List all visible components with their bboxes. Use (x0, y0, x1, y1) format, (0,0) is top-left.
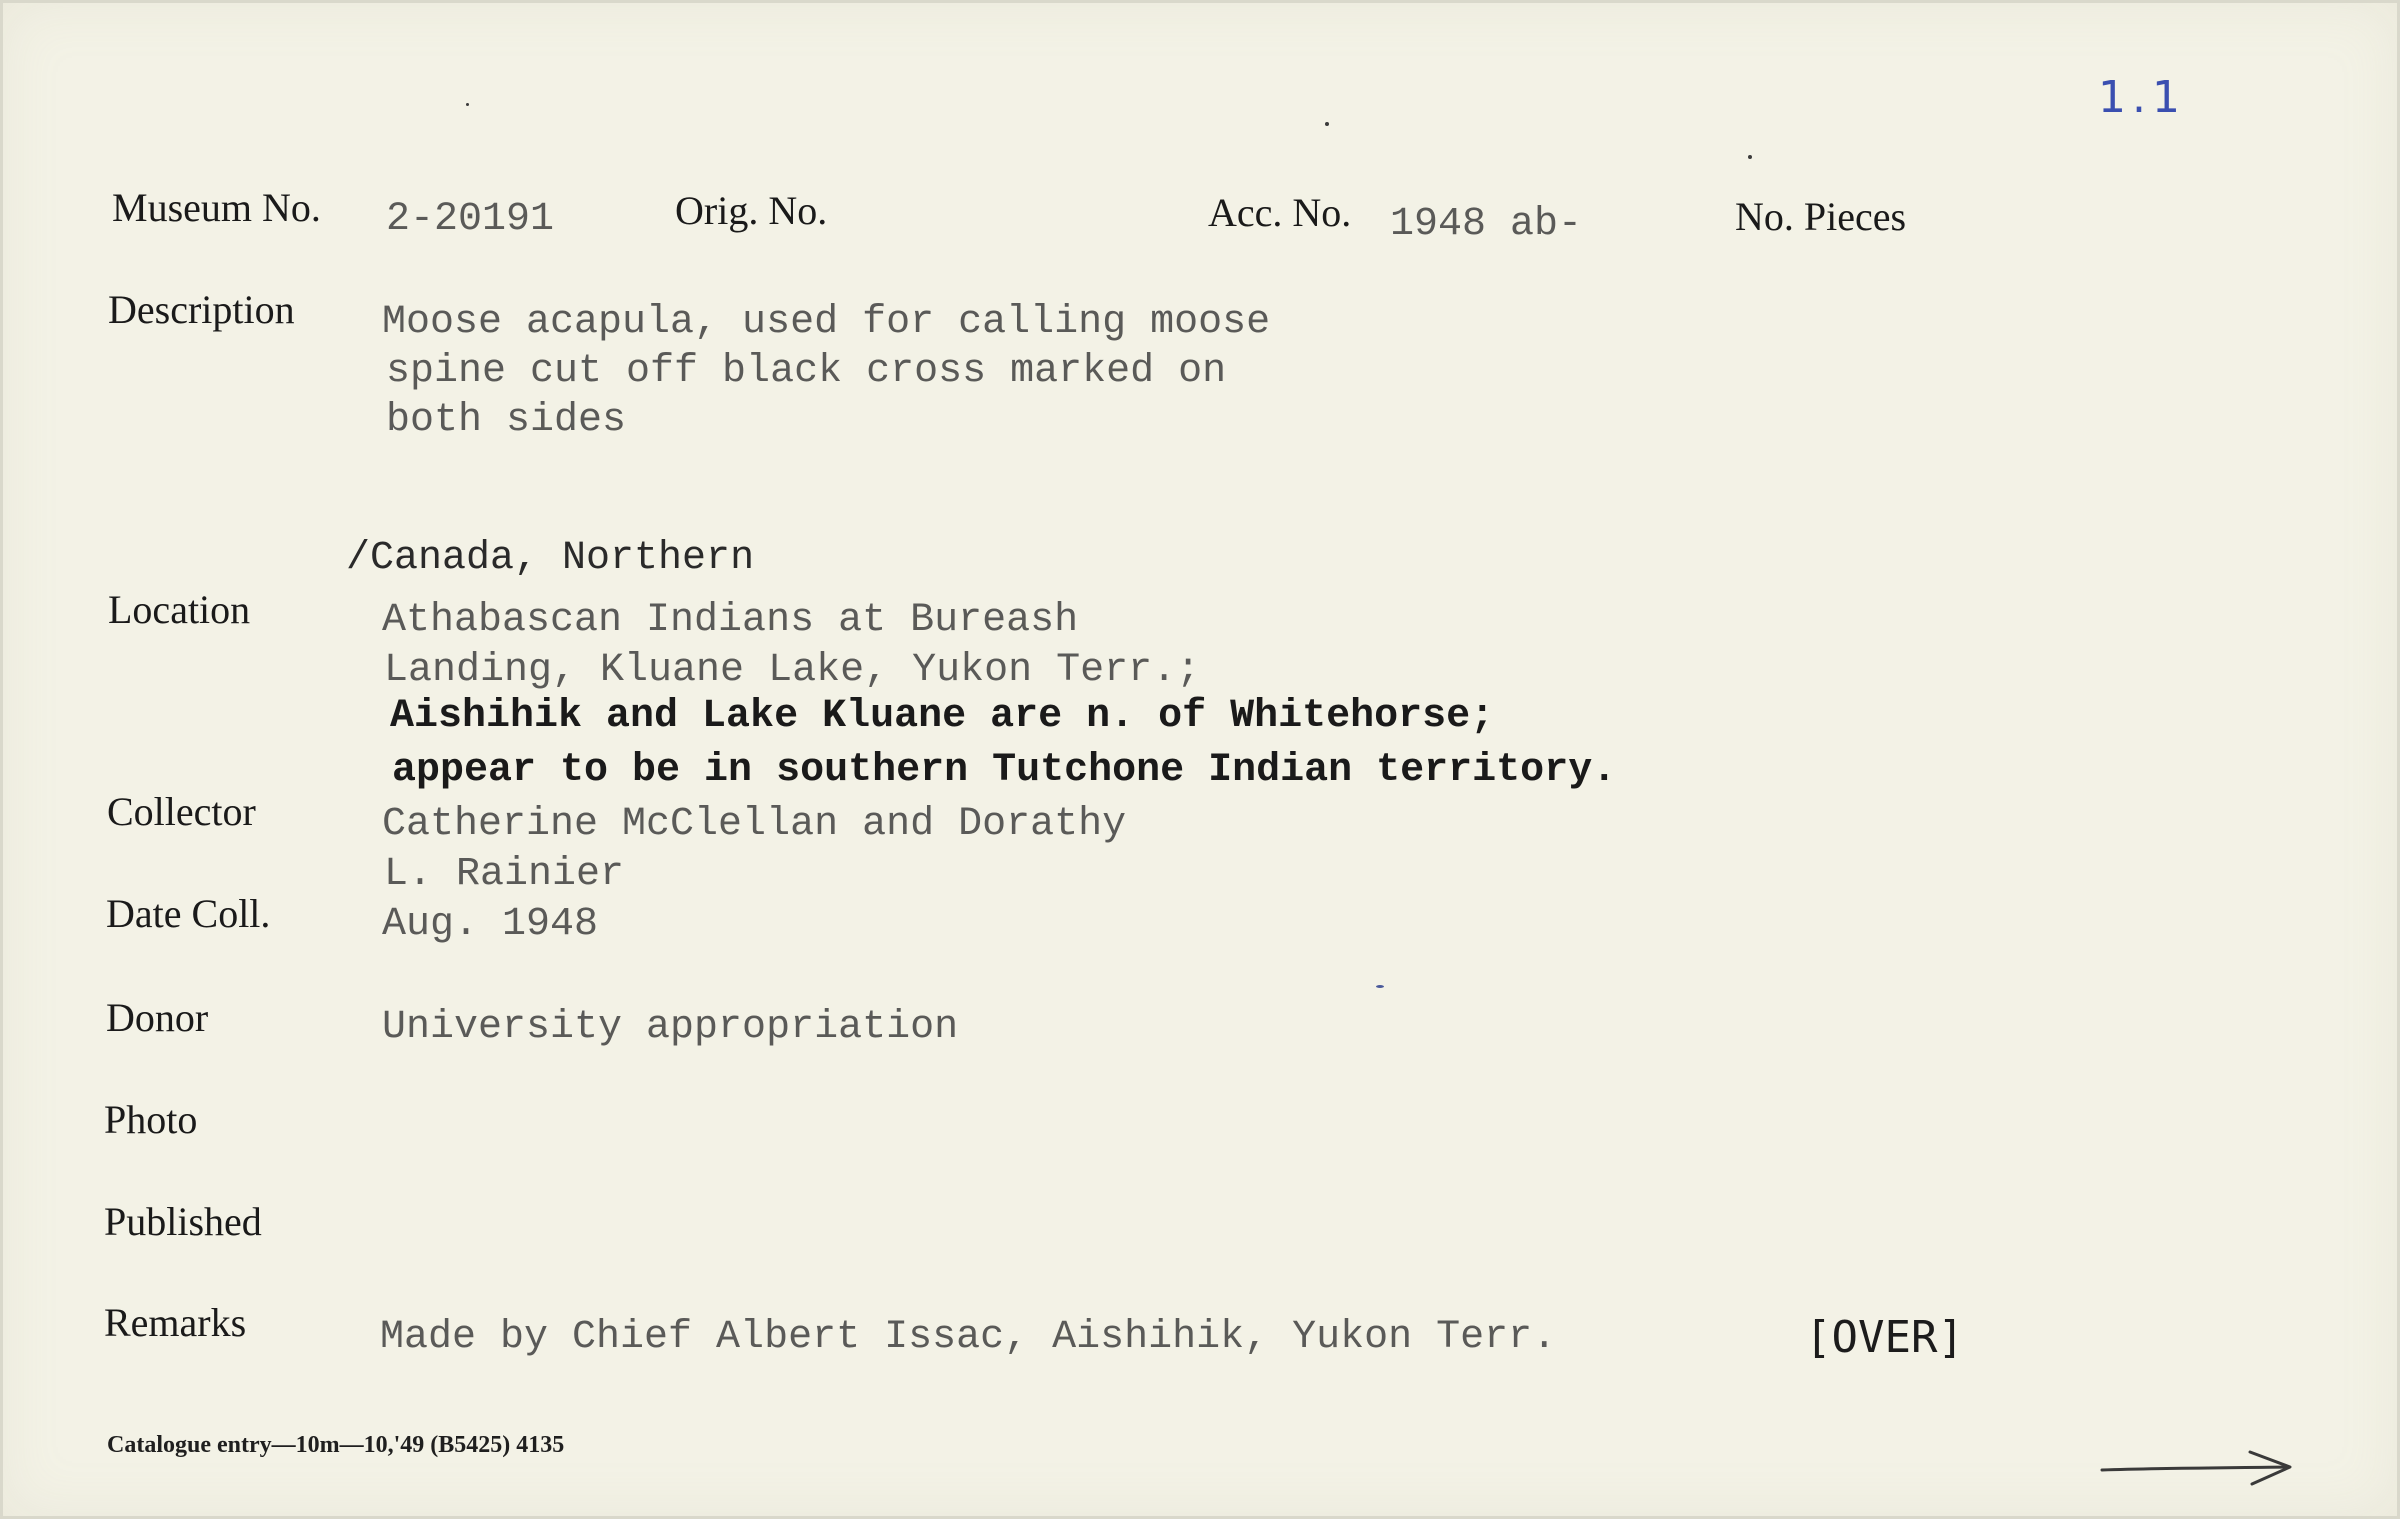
acc-no-value: 1948 ab- (1390, 202, 1583, 247)
handwritten-mark: 1.1 (2098, 72, 2186, 123)
donor-label: Donor (106, 995, 209, 1040)
location-note-line-1: Aishihik and Lake Kluane are n. of Whitehorse; (390, 694, 1495, 739)
collector-line-1: Catherine McClellan and Dorathy (382, 802, 1127, 847)
paper-speck (1376, 985, 1384, 988)
paper-speck (1325, 122, 1329, 126)
collector-line-2: L. Rainier (384, 852, 625, 897)
paper-speck (466, 103, 469, 106)
location-line-1: Athabascan Indians at Bureash (382, 598, 1079, 643)
no-pieces-label: No. Pieces (1735, 194, 1907, 239)
catalogue-footer: Catalogue entry—10m—10,'49 (B5425) 4135 (107, 1432, 565, 1458)
photo-label: Photo (104, 1097, 198, 1142)
location-header: /Canada, Northern (346, 536, 755, 581)
location-label: Location (108, 587, 251, 632)
description-label: Description (108, 287, 295, 332)
over-marker: [OVER] (1805, 1312, 1964, 1363)
date-coll-label: Date Coll. (106, 891, 271, 936)
collector-label: Collector (107, 789, 256, 834)
location-line-2: Landing, Kluane Lake, Yukon Terr.; (384, 648, 1201, 693)
orig-no-label: Orig. No. (675, 188, 828, 233)
published-label: Published (104, 1199, 262, 1244)
acc-no-label: Acc. No. (1208, 190, 1352, 235)
description-line-1: Moose acapula, used for calling moose (382, 300, 1271, 345)
paper-speck (1748, 155, 1752, 159)
description-line-3: both sides (386, 398, 627, 443)
location-note-line-2: appear to be in southern Tutchone Indian territory. (392, 748, 1617, 793)
remarks-value: Made by Chief Albert Issac, Aishihik, Yukon Terr. (380, 1315, 1557, 1360)
remarks-label: Remarks (104, 1300, 247, 1345)
description-line-2: spine cut off black cross marked on (386, 349, 1227, 394)
museum-no-label: Museum No. (112, 185, 321, 230)
donor-value: University appropriation (382, 1005, 959, 1050)
date-coll-value: Aug. 1948 (382, 902, 599, 947)
museum-no-value: 2-20191 (386, 197, 555, 242)
right-arrow-icon (2100, 1448, 2300, 1488)
